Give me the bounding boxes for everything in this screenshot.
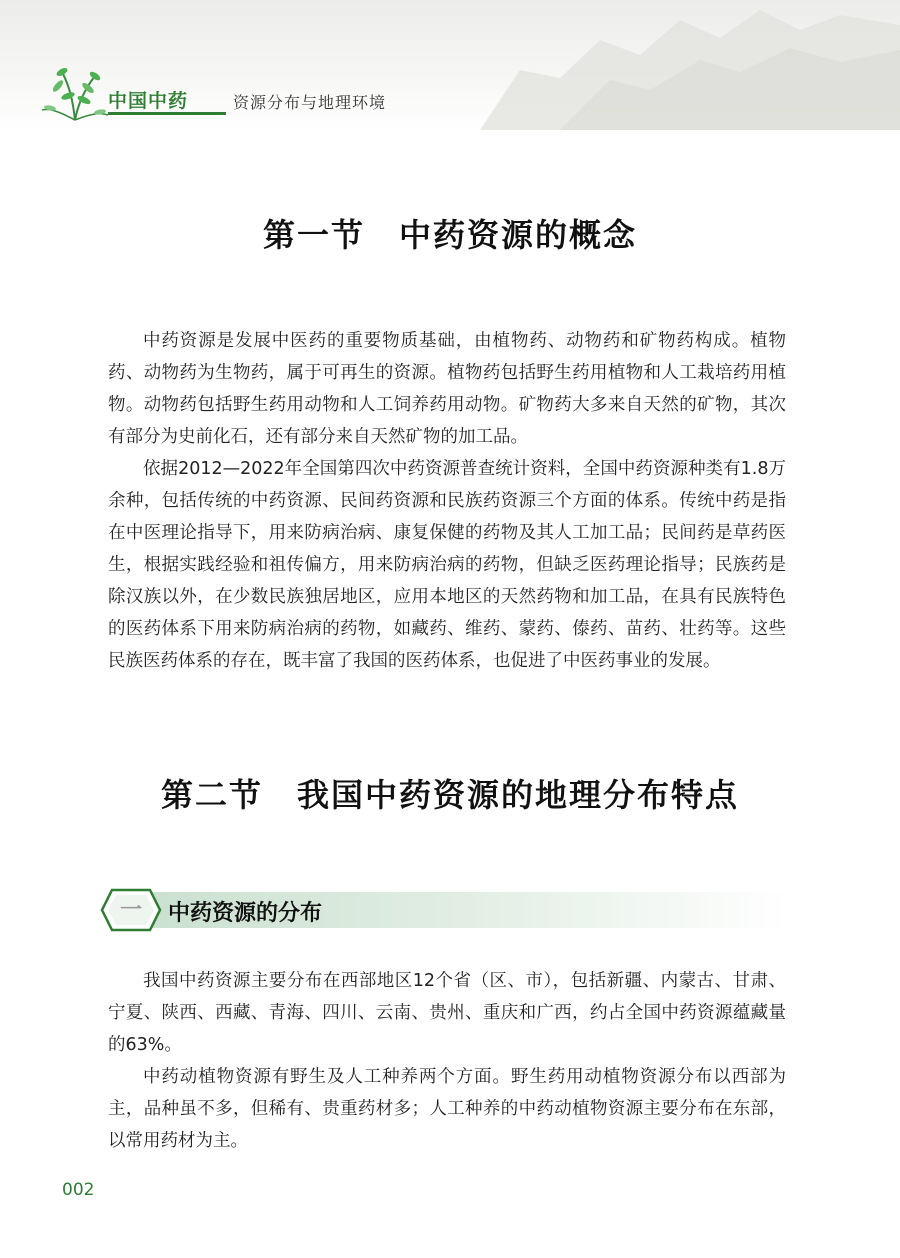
brand-name: 中国中药 — [108, 90, 189, 112]
subsection-title: 中药资源的分布 — [168, 901, 323, 926]
subsection-badge-number: 一 — [119, 897, 143, 923]
section-2-title: 第二节 我国中药资源的地理分布特点 — [160, 776, 739, 814]
section-1-body — [108, 325, 786, 677]
page-number: 002 — [62, 1180, 95, 1200]
brand-underline — [108, 112, 226, 115]
paragraph: 中药资源是发展中医药的重要物质基础，由植物药、动物药和矿物药构成。植物药、动物药为生物药，属于可再生的资源。植物药包括野生药用植物和人工栽培药用植物。动物药包括野生药用动物和人工饲养药用动物。矿物药大多来自天然的矿物，其次有部分为史前化石，还有部分来自天然矿物的加工品。 — [108, 331, 786, 447]
section-2-body — [108, 965, 786, 1157]
paragraph: 依据2012—2022年全国第四次中药资源普查统计资料，全国中药资源种类有1.8万余种，包括传统的中药资源、民间药资源和民族药资源三个方面的体系。传统中药是指在中医理论指导下，用来防病治病、康复保健的药物及其人工加工品；民间药是草药医生，根据实践经验和祖传偏方，用来防病治病的药物，但缺乏医药理论指导；民族药是除汉族以外，在少数民族独居地区，应用本地区的天然药物和加工品，在具有民族特色的医药体系下用来防病治病的药物，如藏药、维药、蒙药、傣药、苗药、壮药等。这些民族医药体系的存在，既丰富了我国的医药体系，也促进了中医药事业的发展。 — [108, 459, 786, 671]
herb-plant-icon — [40, 62, 110, 122]
book-subtitle: 资源分布与地理环境 — [233, 93, 387, 112]
subsection-heading — [100, 886, 790, 934]
running-header — [40, 62, 460, 122]
section-1-title: 第一节 中药资源的概念 — [262, 216, 637, 254]
paragraph: 中药动植物资源有野生及人工种养两个方面。野生药用动植物资源分布以西部为主，品种虽不多，但稀有、贵重药材多；人工种养的中药动植物资源主要分布在东部，以常用药材为主。 — [108, 1067, 786, 1151]
paragraph: 我国中药资源主要分布在西部地区12个省（区、市），包括新疆、内蒙古、甘肃、宁夏、陕西、西藏、青海、四川、云南、贵州、重庆和广西，约占全国中药资源蕴藏量的63%。 — [108, 971, 786, 1055]
hexagon-badge-icon — [100, 886, 162, 934]
